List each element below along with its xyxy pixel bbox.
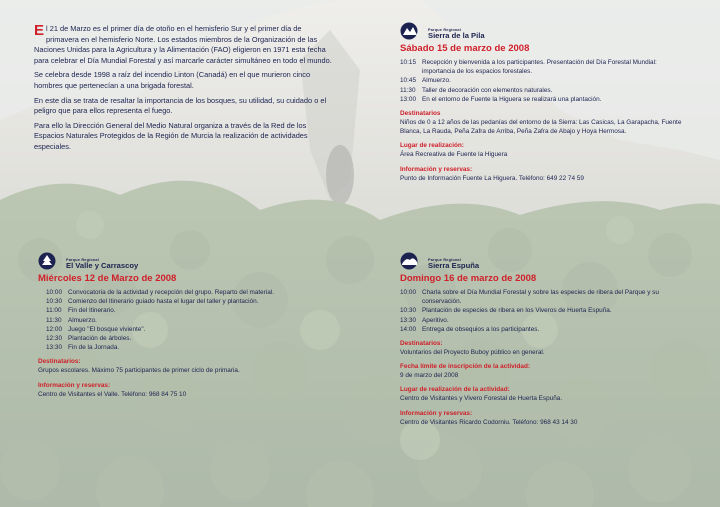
- schedule-time: 11:30: [46, 316, 62, 324]
- schedule-time: 13:30: [46, 344, 62, 352]
- schedule-activity: Plantación de árboles.: [68, 335, 132, 343]
- schedule-activity: Comienzo del Itinerario guiado hasta el lugar del taller y plantación.: [68, 298, 259, 306]
- info-label: Información y reservas:: [38, 381, 111, 389]
- park-header: [400, 22, 690, 40]
- park-subtitle: Parque Regional: [428, 258, 461, 262]
- schedule-activity: Charla sobre el Día Mundial Forestal y sobre las especies de ribera del Parque y su conservación.: [422, 289, 659, 306]
- park-section-sierra-de-la-pila: [400, 22, 690, 183]
- deadline-label: Fecha límite de inscripción de la actividad:: [400, 363, 530, 371]
- location-text: Centro de Visitantes y Vivero Forestal de Huerta Espuña.: [400, 395, 563, 403]
- intro-paragraph-1: [34, 24, 334, 66]
- schedule-row: [400, 58, 690, 76]
- schedule-time: 12:30: [46, 335, 62, 343]
- event-date: Miércoles 12 de Marzo de 2008: [38, 273, 177, 284]
- deadline-text: 9 de marzo del 2008: [400, 372, 459, 380]
- schedule-time: 11:30: [400, 86, 416, 94]
- schedule-row: [46, 325, 338, 334]
- info-text: Centro de Visitantes Ricardo Codorniu. Teléfono: 968 43 14 30: [400, 418, 578, 426]
- park-subtitle: Parque Regional: [428, 28, 461, 32]
- sierra-espuna-logo-icon: [400, 252, 424, 270]
- park-name: Sierra de la Pila: [428, 31, 485, 40]
- schedule-activity: Fin del Itinerario.: [68, 307, 116, 315]
- schedule-time: 12:00: [46, 325, 62, 333]
- schedule-row: [46, 297, 338, 306]
- park-header: [400, 252, 690, 270]
- park-section-sierra-espuna: [400, 252, 690, 427]
- schedule-row: [400, 95, 690, 104]
- schedule-time: 13:00: [400, 95, 416, 103]
- schedule-row: [400, 76, 690, 85]
- intro-text: [34, 24, 334, 157]
- intro-paragraph-2: Se celebra desde 1998 a raíz del incendio Linton (Canadá) en el que murieron cinco hombres que pertenecían a una brigada forestal.: [34, 70, 311, 90]
- schedule-list: [400, 58, 690, 104]
- park-subtitle: Parque Regional: [66, 258, 99, 262]
- event-date: Domingo 16 de marzo de 2008: [400, 273, 537, 284]
- drop-cap: E: [34, 22, 45, 39]
- schedule-time: 10:45: [400, 77, 416, 85]
- info-label: Información y reservas:: [400, 165, 473, 173]
- recipients-text: Grupos escolares. Máximo 75 participantes de primer ciclo de primaria.: [38, 367, 240, 375]
- schedule-row: [46, 334, 338, 343]
- recipients-label: Destinatarios: [400, 110, 441, 118]
- schedule-list: [46, 288, 338, 352]
- info-label: Información y reservas:: [400, 409, 473, 417]
- schedule-time: 10:00: [400, 289, 416, 296]
- intro-paragraph-4: Para ello la Dirección General del Medio Natural organiza a través de la Red de los Espacios Naturales Protegidos de la Región de Murcia la realización de actividades especiales.: [34, 120, 308, 151]
- schedule-time: 14:00: [400, 325, 416, 333]
- schedule-activity: Aperitivo.: [422, 316, 449, 324]
- sierra-de-la-pila-logo-icon: [400, 22, 424, 40]
- schedule-time: 13:30: [400, 316, 416, 324]
- schedule-activity: Taller de decoración con elementos naturales.: [422, 86, 553, 94]
- schedule-time: 10:00: [46, 289, 62, 296]
- schedule-activity: En el entorno de Fuente la Higuera se realizará una plantación.: [422, 95, 602, 103]
- park-section-el-valle: [38, 252, 338, 399]
- info-text: Punto de Información Fuente La Higuera. Teléfono: 649 22 74 59: [400, 174, 584, 182]
- schedule-list: [400, 288, 690, 334]
- schedule-activity: Fin de la Jornada.: [68, 344, 120, 352]
- schedule-time: 11:00: [46, 307, 62, 315]
- recipients-text: Voluntarios del Proyecto Buboy público en general.: [400, 349, 545, 357]
- park-name: Sierra Espuña: [428, 261, 480, 270]
- park-name: El Valle y Carrascoy: [66, 261, 139, 270]
- recipients-label: Destinatarios:: [400, 340, 443, 348]
- schedule-row: [46, 316, 338, 325]
- schedule-row: [400, 288, 690, 306]
- schedule-row: [46, 306, 338, 315]
- schedule-row: [46, 343, 338, 352]
- schedule-activity: Recepción y bienvenida a los participantes. Presentación del Día Forestal Mundial: importancia de los espacios forestales.: [422, 59, 657, 76]
- schedule-activity: Almuerzo.: [68, 316, 97, 324]
- location-label: Lugar de realización:: [400, 142, 464, 150]
- schedule-activity: Plantación de especies de ribera en los Viveros de Huerta Espuña.: [422, 307, 612, 315]
- recipients-text: Niños de 0 a 12 años de las pedanías del entorno de la Sierra: Las Casicas, La Garapacha, Fuente Blanca, La Rauda, Peña Zafra de Arriba, Peña Zafra de Abajo y Hoya Hermosa.: [400, 119, 682, 136]
- schedule-row: [400, 86, 690, 95]
- schedule-row: [46, 288, 338, 297]
- schedule-time: 10:30: [400, 307, 416, 315]
- el-valle-logo-icon: [38, 252, 62, 270]
- recipients-label: Destinatarios:: [38, 358, 81, 366]
- schedule-activity: Convocatoria de la actividad y recepción del grupo. Reparto del material.: [68, 289, 275, 296]
- info-text: Centro de Visitantes el Valle. Teléfono: 968 84 75 10: [38, 390, 187, 398]
- intro-p1-text: l 21 de Marzo es el primer día de otoño en el hemisferio Sur y el primer día de primavera en el hemisferio Norte. Los estados miembros de la Organización de las Naciones Unidas para la Agricultura y la Alimentación (FAO) eligieron en 1971 esta fecha para celebrar el Día Mundial Forestal y así marcarle carácter simultáneo en todo el mundo.: [34, 24, 332, 65]
- schedule-activity: Entrega de obsequios a los participantes.: [422, 325, 540, 333]
- schedule-row: [400, 306, 690, 315]
- schedule-activity: Almuerzo.: [422, 77, 451, 85]
- intro-paragraph-3: En este día se trata de resaltar la importancia de los bosques, su utilidad, su cuidado o el peligro que para ellos representa el fuego.: [34, 95, 327, 116]
- schedule-activity: Juego "El bosque viviente".: [68, 325, 146, 333]
- location-label: Lugar de realización de la actividad:: [400, 386, 510, 394]
- schedule-row: [400, 325, 690, 334]
- schedule-row: [400, 316, 690, 325]
- location-text: Área Recreativa de Fuente la Higuera: [400, 151, 508, 159]
- schedule-time: 10:15: [400, 59, 416, 66]
- park-header: [38, 252, 338, 270]
- event-date: Sábado 15 de marzo de 2008: [400, 43, 530, 54]
- schedule-time: 10:30: [46, 298, 62, 306]
